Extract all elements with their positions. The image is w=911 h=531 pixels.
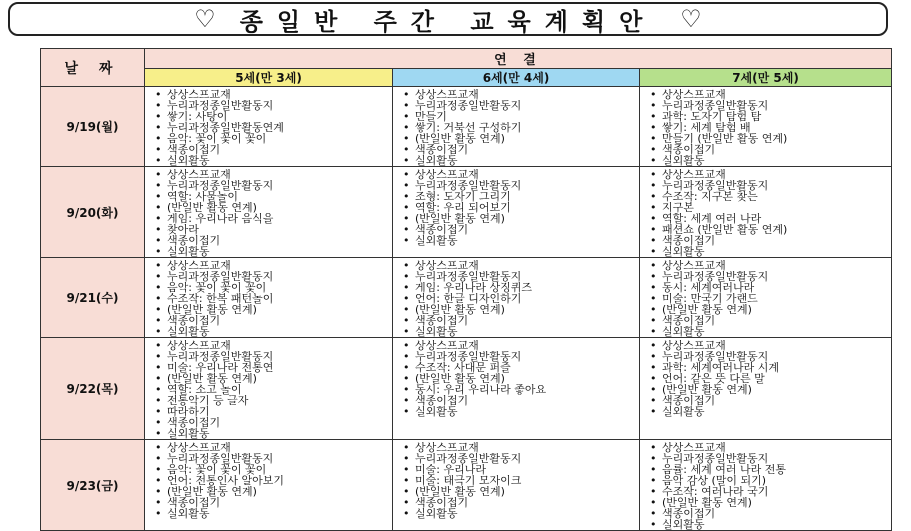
activity-item: • 상상스프교재 xyxy=(650,260,885,271)
activity-item: • 만들기 (반일반 활동 연계) xyxy=(650,133,885,144)
activity-item: • 누리과정종일반활동지 xyxy=(650,351,885,362)
activity-item: • 실외활동 xyxy=(403,326,633,337)
activity-item: • 색종이접기 xyxy=(403,144,633,155)
activity-item: • 과학: 세계여러나라 시계 xyxy=(650,362,885,373)
activity-item: • 역할: 세계 여러 나라 xyxy=(650,213,885,224)
table-row xyxy=(41,167,892,258)
age-header-6: 6세(만 4세) xyxy=(393,69,640,87)
activity-item: • 색종이접기 xyxy=(155,315,386,326)
activity-item: • (반일반 활동 연계) xyxy=(650,497,885,508)
activity-item: • 누리과정종일반활동지 xyxy=(650,271,885,282)
activity-item: • 쌓기: 거북선 구성하기 xyxy=(403,122,633,133)
activity-item: • 실외활동 xyxy=(155,428,386,439)
activity-item: • 미술: 우리나라 xyxy=(403,464,633,475)
activity-item: • 상상스프교재 xyxy=(403,169,633,180)
activity-item: • (반일반 활동 연계) xyxy=(155,304,386,315)
activity-cell xyxy=(393,87,640,167)
activity-item: • 상상스프교재 xyxy=(155,442,386,453)
activity-item: • (반일반 활동 연계) xyxy=(403,133,633,144)
activity-item: • 색종이접기 xyxy=(650,144,885,155)
activity-item: • 색종이접기 xyxy=(650,395,885,406)
activity-item: • 누리과정종일반활동지 xyxy=(155,453,386,464)
activity-item: • 누리과정종일반활동지 xyxy=(650,100,885,111)
activity-item: • 만들기 xyxy=(403,111,633,122)
activity-item: • 상상스프교재 xyxy=(155,169,386,180)
activity-item: • 동시: 우리 우리나라 좋아요 xyxy=(403,384,633,395)
activity-item: • 상상스프교재 xyxy=(403,89,633,100)
activity-item: • 누리과정종일반활동지 xyxy=(650,453,885,464)
activity-item: • 지구본 xyxy=(650,202,885,213)
activity-cell xyxy=(393,440,640,531)
activity-item: • 누리과정종일반활동지 xyxy=(403,271,633,282)
activity-item: • 과학: 도자기 탐험 탐 xyxy=(650,111,885,122)
activity-cell xyxy=(640,338,892,440)
date-cell: 9/19(월) xyxy=(41,87,145,167)
activity-item: • (반일반 활동 연계) xyxy=(155,202,386,213)
group-header: 연 결 xyxy=(145,49,892,69)
activity-item: • 실외활동 xyxy=(650,326,885,337)
activity-cell xyxy=(393,338,640,440)
activity-item: • 동시: 세계여러나라 xyxy=(650,282,885,293)
activity-item: • 실외활동 xyxy=(403,508,633,519)
activity-item: • 색종이접기 xyxy=(403,395,633,406)
activity-item: • 누리과정종일반활동지 xyxy=(403,351,633,362)
activity-item: • 음악 감상 (말이 되기) xyxy=(650,475,885,486)
age-header-7: 7세(만 5세) xyxy=(640,69,892,87)
activity-item: • (반일반 활동 연계) xyxy=(650,384,885,395)
date-cell: 9/20(화) xyxy=(41,167,145,258)
activity-item: • 누리과정종일반활동지 xyxy=(155,271,386,282)
activity-item: • 언어: 같은 뜻 다른 말 xyxy=(650,373,885,384)
activity-item: • 조형: 도자기 그리기 xyxy=(403,191,633,202)
date-cell: 9/22(목) xyxy=(41,338,145,440)
date-cell: 9/21(수) xyxy=(41,258,145,338)
activity-cell xyxy=(145,167,393,258)
activity-item: • 음악: 꽃이 꽃이 꽃이 xyxy=(155,464,386,475)
activity-item: • 상상스프교재 xyxy=(650,340,885,351)
activity-item: • 실외활동 xyxy=(155,326,386,337)
activity-item: • 수조작: 지구본 찾는 xyxy=(650,191,885,202)
activity-item: • 상상스프교재 xyxy=(403,442,633,453)
activity-item: • (반일반 활동 연계) xyxy=(403,373,633,384)
activity-item: • 쌓기: 세계 탐험 배 xyxy=(650,122,885,133)
activity-item: • 역할: 사물놀이 xyxy=(155,191,386,202)
activity-item: • 색종이접기 xyxy=(650,235,885,246)
activity-item: • 미술: 태극기 모자이크 xyxy=(403,475,633,486)
activity-item: • 상상스프교재 xyxy=(403,260,633,271)
activity-item: • 실외활동 xyxy=(155,508,386,519)
activity-cell xyxy=(145,440,393,531)
activity-item: • 미술: 우리나라 전통연 xyxy=(155,362,386,373)
age-header-5: 5세(만 3세) xyxy=(145,69,393,87)
activity-item: • 상상스프교재 xyxy=(403,340,633,351)
activity-item: • 실외활동 xyxy=(155,246,386,257)
activity-item: • 상상스프교재 xyxy=(650,442,885,453)
activity-item: • 찾아라 xyxy=(155,224,386,235)
activity-item: • 누리과정종일반활동지 xyxy=(155,351,386,362)
activity-item: • (반일반 활동 연계) xyxy=(403,213,633,224)
activity-item: • 언어: 한글 디자인하기 xyxy=(403,293,633,304)
activity-item: • 누리과정종일반활동연계 xyxy=(155,122,386,133)
activity-item: • 역할: 소고 놀이 xyxy=(155,384,386,395)
title-bar xyxy=(8,2,888,36)
activity-item: • 색종이접기 xyxy=(155,144,386,155)
activity-item: • 수조작: 한복 패턴놀이 xyxy=(155,293,386,304)
activity-item: • 따라하기 xyxy=(155,406,386,417)
activity-item: • 색종이접기 xyxy=(403,224,633,235)
activity-item: • (반일반 활동 연계) xyxy=(650,304,885,315)
activity-cell xyxy=(640,87,892,167)
table-row xyxy=(41,258,892,338)
activity-item: • 색종이접기 xyxy=(650,315,885,326)
table-row xyxy=(41,87,892,167)
activity-item: • (반일반 활동 연계) xyxy=(155,486,386,497)
activity-item: • 실외활동 xyxy=(650,519,885,530)
table-row xyxy=(41,440,892,531)
activity-item: • (반일반 활동 연계) xyxy=(155,373,386,384)
table-row xyxy=(41,338,892,440)
activity-item: • 수조작: 사대문 퍼즐 xyxy=(403,362,633,373)
activity-item: • 수조작: 여러나라 국기 xyxy=(650,486,885,497)
activity-item: • 색종이접기 xyxy=(155,497,386,508)
activity-item: • 실외활동 xyxy=(650,406,885,417)
activity-cell xyxy=(145,258,393,338)
activity-item: • 패션쇼 (반일반 활동 연계) xyxy=(650,224,885,235)
activity-cell xyxy=(640,440,892,531)
activity-item: • 언어: 전통인사 알아보기 xyxy=(155,475,386,486)
activity-item: • 음악: 꽃이 꽃이 꽃이 xyxy=(155,282,386,293)
plan-body xyxy=(41,87,892,531)
activity-item: • 색종이접기 xyxy=(650,508,885,519)
activity-cell xyxy=(393,258,640,338)
activity-item: • 음악: 꽃이 꽃이 꽃이 xyxy=(155,133,386,144)
activity-cell xyxy=(145,338,393,440)
activity-item: • 전통악기 등 글자 xyxy=(155,395,386,406)
weekly-plan-table xyxy=(40,48,892,531)
activity-cell xyxy=(393,167,640,258)
activity-item: • 누리과정종일반활동지 xyxy=(403,180,633,191)
activity-item: • 누리과정종일반활동지 xyxy=(155,100,386,111)
date-header: 날 짜 xyxy=(41,49,145,87)
activity-item: • 게임: 우리나라 음식을 xyxy=(155,213,386,224)
heart-icon-left: ♡ xyxy=(194,5,216,33)
activity-item: • 역할: 우리 되어보기 xyxy=(403,202,633,213)
activity-item: • 실외활동 xyxy=(403,406,633,417)
date-cell: 9/23(금) xyxy=(41,440,145,531)
activity-item: • 누리과정종일반활동지 xyxy=(403,453,633,464)
activity-item: • 상상스프교재 xyxy=(650,169,885,180)
activity-item: • 실외활동 xyxy=(403,155,633,166)
activity-item: • 상상스프교재 xyxy=(155,340,386,351)
page-title: 종일반 주간 교육계획안 xyxy=(239,7,657,36)
activity-item: • 게임: 우리나라 상징퀴즈 xyxy=(403,282,633,293)
activity-item: • 상상스프교재 xyxy=(650,89,885,100)
activity-item: • 색종이접기 xyxy=(403,497,633,508)
activity-cell xyxy=(145,87,393,167)
activity-item: • 색종이접기 xyxy=(155,417,386,428)
activity-item: • 상상스프교재 xyxy=(155,260,386,271)
activity-item: • 상상스프교재 xyxy=(155,89,386,100)
activity-item: • 누리과정종일반활동지 xyxy=(155,180,386,191)
activity-item: • 쌓기: 사탕이 xyxy=(155,111,386,122)
activity-item: • 실외활동 xyxy=(650,246,885,257)
activity-item: • (반일반 활동 연계) xyxy=(403,486,633,497)
activity-item: • 실외활동 xyxy=(403,235,633,246)
activity-cell xyxy=(640,258,892,338)
activity-item: • 음률: 세계 여러 나라 전통 xyxy=(650,464,885,475)
activity-item: • 실외활동 xyxy=(650,155,885,166)
activity-item: • 미술: 만국기 가랜드 xyxy=(650,293,885,304)
activity-item: • 실외활동 xyxy=(155,155,386,166)
heart-icon-right: ♡ xyxy=(680,5,702,33)
activity-item: • 누리과정종일반활동지 xyxy=(403,100,633,111)
activity-item: • 색종이접기 xyxy=(155,235,386,246)
activity-item: • 누리과정종일반활동지 xyxy=(650,180,885,191)
activity-item: • (반일반 활동 연계) xyxy=(403,304,633,315)
activity-cell xyxy=(640,167,892,258)
activity-item: • 색종이접기 xyxy=(403,315,633,326)
